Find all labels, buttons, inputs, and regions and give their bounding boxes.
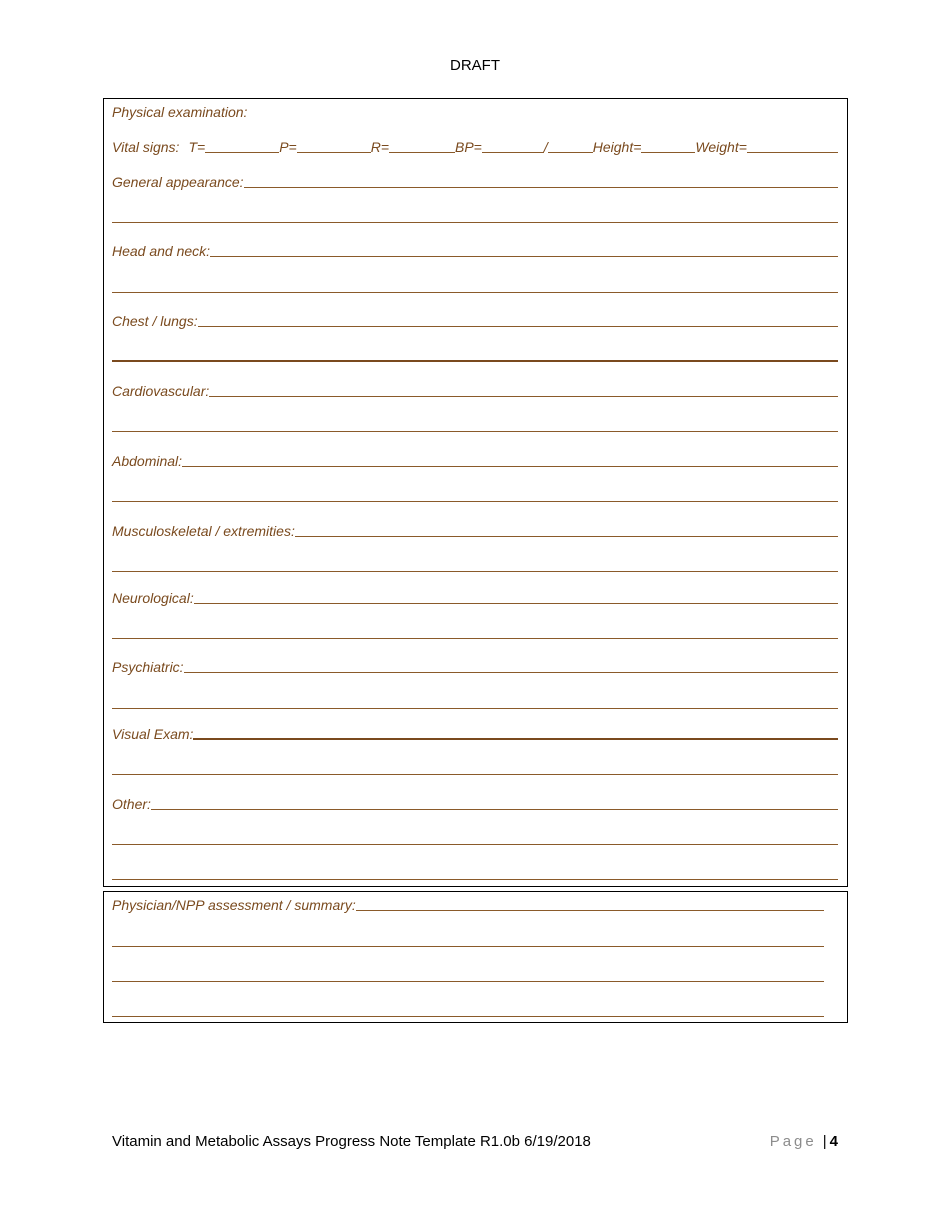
assessment-line-3[interactable] (112, 981, 824, 982)
weight-field[interactable] (747, 151, 838, 153)
cardiovascular-field[interactable] (209, 395, 838, 397)
cardiovascular-label: Cardiovascular: (112, 383, 210, 399)
musculoskeletal-field[interactable] (295, 535, 838, 537)
neurological-line-2[interactable] (112, 638, 838, 639)
neurological-label: Neurological: (112, 590, 194, 606)
pulse-field[interactable] (297, 151, 371, 153)
head-neck-field[interactable] (210, 255, 838, 257)
vital-signs-label: Vital signs: (112, 139, 180, 155)
page-number: 4 (829, 1133, 838, 1150)
head-neck-label: Head and neck: (112, 243, 211, 259)
physical-exam-section (103, 98, 848, 887)
assessment-line-2[interactable] (112, 946, 824, 947)
abdominal-label: Abdominal: (112, 453, 183, 469)
other-row (112, 793, 838, 813)
vital-signs-row (112, 136, 838, 156)
pulse-label: P= (279, 139, 297, 155)
assessment-line-4[interactable] (112, 1016, 824, 1017)
chest-lungs-row (112, 310, 838, 330)
assessment-label: Physician/NPP assessment / summary: (112, 897, 356, 913)
assessment-row (112, 894, 824, 914)
cardiovascular-row (112, 380, 838, 400)
respiration-label: R= (370, 139, 389, 155)
neurological-row (112, 587, 838, 607)
general-appearance-label: General appearance: (112, 174, 244, 190)
psychiatric-line-2[interactable] (112, 708, 838, 709)
physical-exam-heading-row (112, 101, 838, 121)
abdominal-line-2[interactable] (112, 501, 838, 502)
page-separator: | (822, 1133, 827, 1150)
visual-exam-row (112, 723, 838, 743)
other-line-3[interactable] (112, 879, 838, 880)
blood-pressure-label: BP= (455, 139, 482, 155)
temperature-field[interactable] (205, 151, 279, 153)
visual-exam-label: Visual Exam: (112, 726, 194, 742)
other-label: Other: (112, 796, 151, 812)
chest-lungs-field[interactable] (198, 325, 838, 327)
psychiatric-row (112, 656, 838, 676)
general-appearance-line-2[interactable] (112, 222, 838, 223)
page-word: Page (769, 1133, 817, 1150)
bp-slash: / (543, 139, 548, 155)
musculoskeletal-label: Musculoskeletal / extremities: (112, 523, 295, 539)
abdominal-row (112, 450, 838, 470)
assessment-field[interactable] (356, 909, 824, 911)
height-label: Height= (592, 139, 642, 155)
bp-systolic-field[interactable] (482, 151, 544, 153)
bp-diastolic-field[interactable] (548, 151, 593, 153)
height-field[interactable] (641, 151, 695, 153)
draft-header: DRAFT (450, 57, 500, 74)
physical-exam-heading: Physical examination: (112, 104, 248, 120)
visual-exam-line-2[interactable] (112, 774, 838, 775)
other-field[interactable] (151, 808, 838, 810)
page-number-block (770, 1133, 838, 1150)
head-neck-row (112, 240, 838, 260)
general-appearance-field[interactable] (244, 186, 838, 188)
psychiatric-field[interactable] (184, 671, 838, 673)
visual-exam-field[interactable] (193, 737, 838, 740)
weight-label: Weight= (695, 139, 747, 155)
temperature-label: T= (188, 139, 206, 155)
general-appearance-row (112, 171, 838, 191)
assessment-section (103, 891, 848, 1023)
head-neck-line-2[interactable] (112, 292, 838, 293)
chest-lungs-line-2[interactable] (112, 360, 838, 362)
abdominal-field[interactable] (182, 465, 838, 467)
psychiatric-label: Psychiatric: (112, 659, 184, 675)
respiration-field[interactable] (389, 151, 455, 153)
cardiovascular-line-2[interactable] (112, 431, 838, 432)
other-line-2[interactable] (112, 844, 838, 845)
neurological-field[interactable] (194, 602, 838, 604)
musculoskeletal-row (112, 520, 838, 540)
chest-lungs-label: Chest / lungs: (112, 313, 198, 329)
musculoskeletal-line-2[interactable] (112, 571, 838, 572)
footer-text: Vitamin and Metabolic Assays Progress Note Template R1.0b 6/19/2018 (112, 1133, 591, 1150)
